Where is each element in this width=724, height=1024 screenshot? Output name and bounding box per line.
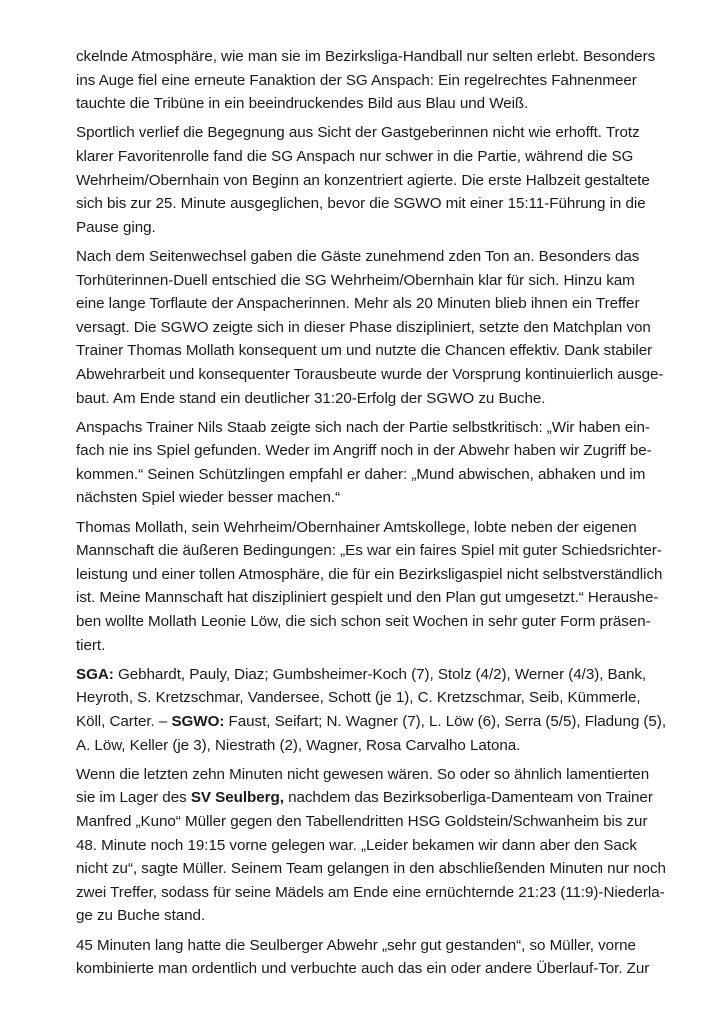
text-line: [76, 786, 676, 810]
text-segment: sie im Lager des: [76, 789, 191, 807]
text-line: eine lange Torflaute der Anspacherinnen. Mehr als 20 Minuten blieb ihnen ein Treffer: [76, 295, 640, 313]
paragraph-lineups: [76, 663, 676, 757]
paragraph-mollath-quote: [76, 516, 676, 658]
text-line: nächsten Spiel wieder besser machen.“: [76, 489, 341, 507]
text-segment: nachdem das Bezirksoberliga-Damenteam von Trainer: [283, 789, 653, 807]
text-line: fach nie ins Spiel gefunden. Weder im Angriff noch in der Abwehr haben wir Zugriff be-: [76, 442, 652, 460]
text-line: A. Löw, Keller (je 3), Niestrath (2), Wagner, Rosa Carvalho Latona.: [76, 736, 521, 754]
team-name-sv-seulberg: SV Seulberg,: [190, 789, 284, 807]
text-line: kommen.“ Seinen Schützlingen empfahl er daher: „Mund abwischen, abhaken und im: [76, 465, 646, 483]
text-line: 45 Minuten lang hatte die Seulberger Abwehr „sehr gut gestanden“, so Müller, vorne: [76, 936, 636, 954]
text-line: ge zu Buche stand.: [76, 907, 206, 925]
sga-players: Gebhardt, Pauly, Diaz; Gumbsheimer-Koch (7), Stolz (4/2), Werner (4/3), Bank,: [113, 665, 647, 683]
paragraph-second-half: [76, 245, 676, 410]
paragraph-first-half: [76, 121, 676, 239]
text-line: Trainer Thomas Mollath konsequent um und nutzte die Chancen effektiv. Dank stabiler: [76, 342, 653, 360]
text-line: Heyroth, S. Kretzschmar, Vandersee, Schott (je 1), C. Kretzschmar, Seib, Kümmerle,: [76, 689, 641, 707]
text-line: sich bis zur 25. Minute ausgeglichen, bevor die SGWO mit einer 15:11-Führung in die: [76, 195, 646, 213]
text-line: leistung und einer tollen Atmosphäre, die für ein Bezirksligaspiel nicht selbstverständlich: [76, 565, 663, 583]
text-line: baut. Am Ende stand ein deutlicher 31:20-Erfolg der SGWO zu Buche.: [76, 389, 546, 407]
text-line: ins Auge fiel eine erneute Fanaktion der SG Anspach: Ein regelrechtes Fahnenmeer: [76, 71, 637, 89]
text-line: 48. Minute noch 19:15 vorne gelegen war. „Leider bekamen wir dann aber den Sack: [76, 836, 637, 854]
text-line: ist. Meine Mannschaft hat diszipliniert gespielt und den Plan gut umgesetzt.“ Heraushe-: [76, 589, 659, 607]
text-line: Sportlich verlief die Begegnung aus Sicht der Gastgeberinnen nicht wie erhofft. Trotz: [76, 124, 640, 142]
text-line: kombinierte man ordentlich und verbuchte auch das ein oder andere Überlauf-Tor. Zur: [76, 960, 650, 978]
text-line: Pause ging.: [76, 218, 156, 236]
sga-players: Köll, Carter. –: [76, 713, 172, 730]
text-line: Manfred „Kuno“ Müller gegen den Tabellendritten HSG Goldstein/Schwanheim bis zur: [76, 812, 648, 830]
text-line: [76, 710, 676, 734]
text-line: [76, 663, 676, 687]
paragraph-seulberg: [76, 763, 676, 928]
paragraph-staab-quote: [76, 416, 676, 510]
text-line: tiert.: [76, 636, 106, 654]
text-line: Abwehrarbeit und konsequenter Torausbeute wurde der Vorsprung kontinuierlich ausge-: [76, 365, 664, 383]
text-line: Wehrheim/Obernhain von Beginn an konzentriert agierte. Die erste Halbzeit gestaltete: [76, 171, 650, 189]
text-line: ben wollte Mollath Leonie Löw, die sich schon seit Wochen in sehr guter Form präsen-: [76, 613, 651, 631]
text-line: versagt. Die SGWO zeigte sich in dieser Phase diszipliniert, setzte den Matchplan von: [76, 318, 651, 336]
team-label-sgwo: SGWO:: [171, 713, 225, 730]
text-line: ckelnde Atmosphäre, wie man sie im Bezirksliga-Handball nur selten erlebt. Besonders: [76, 48, 656, 65]
text-line: zwei Treffer, sodass für seine Mädels am Ende eine ernüchternde 21:23 (11:9)-Niederla-: [76, 883, 665, 901]
text-line: Nach dem Seitenwechsel gaben die Gäste zunehmend zden Ton an. Besonders das: [76, 247, 640, 265]
text-line: nicht zu“, sagte Müller. Seinem Team gelangen in den abschließenden Minuten nur noch: [76, 860, 666, 878]
text-line: klarer Favoritenrolle fand die SG Anspach nur schwer in die Partie, während die SG: [76, 147, 634, 165]
text-line: Anspachs Trainer Nils Staab zeigte sich nach der Partie selbstkritisch: „Wir haben ein-: [76, 418, 650, 436]
text-line: Thomas Mollath, sein Wehrheim/Obernhainer Amtskollege, lobte neben der eigenen: [76, 518, 637, 536]
paragraph-atmosphere: [76, 45, 676, 116]
paragraph-seulberg-defense: [76, 934, 676, 981]
text-line: tauchte die Tribüne in ein beeindruckendes Bild aus Blau und Weiß.: [76, 95, 529, 113]
text-line: Torhüterinnen-Duell entschied die SG Wehrheim/Obernhain klar für sich. Hinzu kam: [76, 271, 635, 289]
text-line: Mannschaft die äußeren Bedingungen: „Es war ein faires Spiel mit guter Schiedsrichter-: [76, 542, 662, 560]
article-body: [76, 45, 676, 986]
sgwo-players: Faust, Seifart; N. Wagner (7), L. Löw (6), Serra (5/5), Fladung (5),: [224, 713, 666, 730]
team-label-sga: SGA:: [76, 665, 114, 683]
text-line: Wenn die letzten zehn Minuten nicht gewesen wären. So oder so ähnlich lamentierten: [76, 765, 650, 783]
